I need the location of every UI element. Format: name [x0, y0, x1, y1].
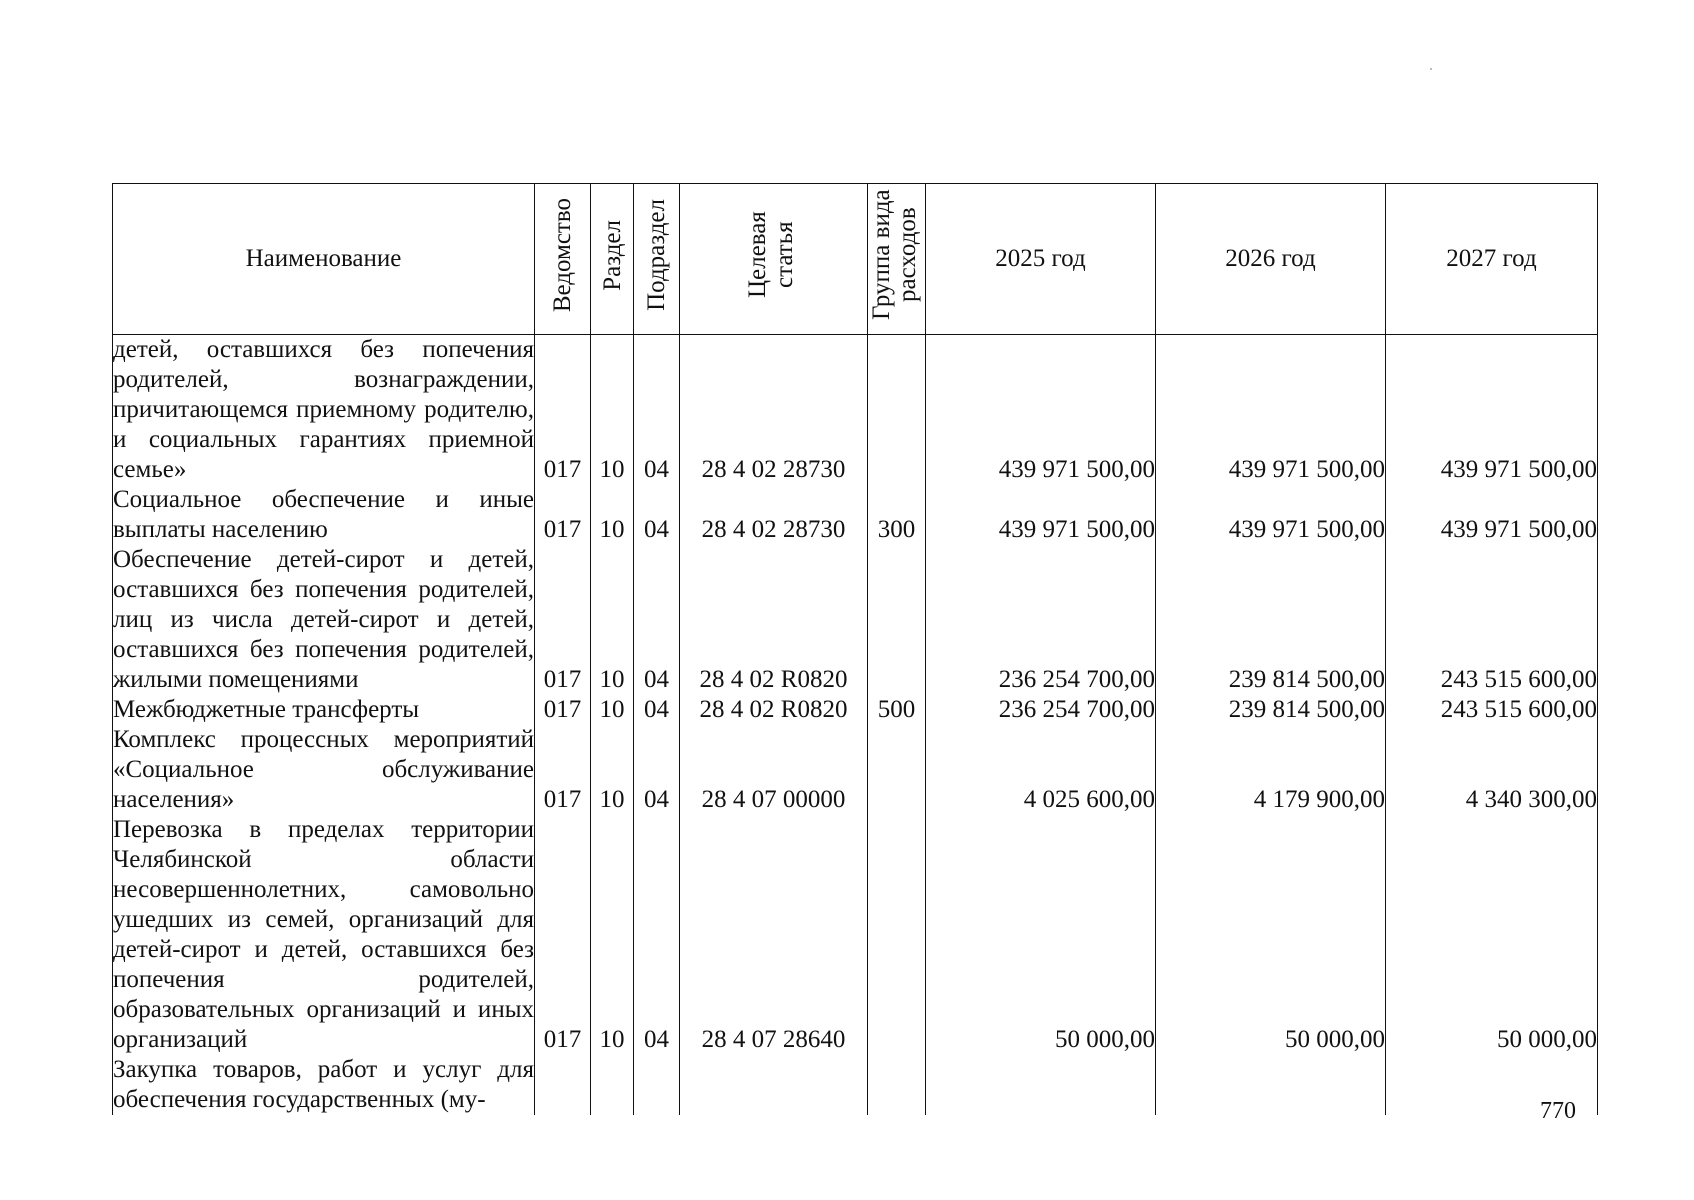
row-dept: 017: [535, 695, 591, 725]
header-dept: Ведомство: [535, 184, 591, 335]
row-dept: 017: [535, 545, 591, 695]
row-name: детей, оставшихся без попечения родителей, вознаграждении, причитающемся приемному родителю, и социальных гарантиях приемной семье»: [113, 336, 534, 483]
row-2025: 4 025 600,00: [926, 725, 1156, 815]
row-group: 300: [868, 485, 926, 545]
row-group: [868, 545, 926, 695]
row-2026: 439 971 500,00: [1156, 485, 1386, 545]
header-2026: 2026 год: [1156, 184, 1386, 335]
row-dept: 017: [535, 485, 591, 545]
row-2026: 439 971 500,00: [1156, 335, 1386, 486]
row-group: [868, 335, 926, 486]
row-target: 28 4 02 28730: [680, 335, 868, 486]
header-2027: 2027 год: [1386, 184, 1598, 335]
row-section: 10: [591, 815, 634, 1055]
row-name: Межбюджетные трансферты: [113, 695, 535, 725]
row-2026: 50 000,00: [1156, 815, 1386, 1055]
row-name: Перевозка в пределах территории Челябинской области несовершеннолетних, самовольно ушедших из семей, организаций для детей-сирот и детей, оставшихся без попечения родителей, образовательных организаций и иных организаций: [113, 816, 534, 1053]
row-2025: [926, 1055, 1156, 1115]
row-2025: 236 254 700,00: [926, 545, 1156, 695]
row-2025: 439 971 500,00: [926, 335, 1156, 486]
row-target: 28 4 02 R0820: [680, 695, 868, 725]
row-2027: 243 515 600,00: [1386, 695, 1598, 725]
table-row: [113, 815, 1598, 1055]
table-row: [113, 695, 1598, 725]
row-group: [868, 1055, 926, 1115]
header-name: Наименование: [113, 184, 535, 335]
row-2025: 439 971 500,00: [926, 485, 1156, 545]
row-section: 10: [591, 725, 634, 815]
row-subsection: [634, 1055, 680, 1115]
page-number: 770: [1540, 1098, 1576, 1124]
scan-artifact: [1430, 68, 1432, 70]
row-section: [591, 1055, 634, 1115]
row-target: 28 4 07 28640: [680, 815, 868, 1055]
row-2025: 236 254 700,00: [926, 695, 1156, 725]
row-2026: 239 814 500,00: [1156, 695, 1386, 725]
row-2026: 239 814 500,00: [1156, 545, 1386, 695]
row-subsection: 04: [634, 725, 680, 815]
row-dept: 017: [535, 335, 591, 486]
row-name: Социальное обеспечение и иные выплаты населению: [113, 486, 534, 543]
row-subsection: 04: [634, 485, 680, 545]
table-row: [113, 335, 1598, 486]
row-section: 10: [591, 485, 634, 545]
row-2026: 4 179 900,00: [1156, 725, 1386, 815]
row-2026: [1156, 1055, 1386, 1115]
row-2027: 4 340 300,00: [1386, 725, 1598, 815]
row-section: 10: [591, 335, 634, 486]
row-2025: 50 000,00: [926, 815, 1156, 1055]
row-2027: 439 971 500,00: [1386, 335, 1598, 486]
header-2025: 2025 год: [926, 184, 1156, 335]
row-target: 28 4 07 00000: [680, 725, 868, 815]
row-target: 28 4 02 28730: [680, 485, 868, 545]
table-row: [113, 1055, 1598, 1115]
table-row: [113, 545, 1598, 695]
row-target: [680, 1055, 868, 1115]
row-2027: 50 000,00: [1386, 815, 1598, 1055]
header-subsection: Подраздел: [634, 184, 680, 335]
row-group: [868, 815, 926, 1055]
header-section: Раздел: [591, 184, 634, 335]
row-subsection: 04: [634, 695, 680, 725]
row-2027: 439 971 500,00: [1386, 485, 1598, 545]
row-2027: 243 515 600,00: [1386, 545, 1598, 695]
table-header-row: [113, 184, 1598, 335]
row-target: 28 4 02 R0820: [680, 545, 868, 695]
budget-table: [112, 183, 1598, 1115]
row-dept: 017: [535, 725, 591, 815]
header-expense-group: Группа вида расходов: [868, 184, 926, 335]
row-section: 10: [591, 695, 634, 725]
row-subsection: 04: [634, 335, 680, 486]
row-dept: [535, 1055, 591, 1115]
row-subsection: 04: [634, 545, 680, 695]
row-name: Закупка товаров, работ и услуг для обеспечения государственных (му-: [113, 1056, 534, 1113]
row-dept: 017: [535, 815, 591, 1055]
row-group: 500: [868, 695, 926, 725]
table-row: [113, 485, 1598, 545]
table-row: [113, 725, 1598, 815]
row-section: 10: [591, 545, 634, 695]
row-name: Комплекс процессных мероприятий «Социальное обслуживание населения»: [113, 726, 534, 813]
header-target: Целевая статья: [680, 184, 868, 335]
row-name: Обеспечение детей-сирот и детей, оставшихся без попечения родителей, лиц из числа детей-сирот и детей, оставшихся без попечения родителей, жилыми помещениями: [113, 546, 534, 693]
row-group: [868, 725, 926, 815]
row-subsection: 04: [634, 815, 680, 1055]
